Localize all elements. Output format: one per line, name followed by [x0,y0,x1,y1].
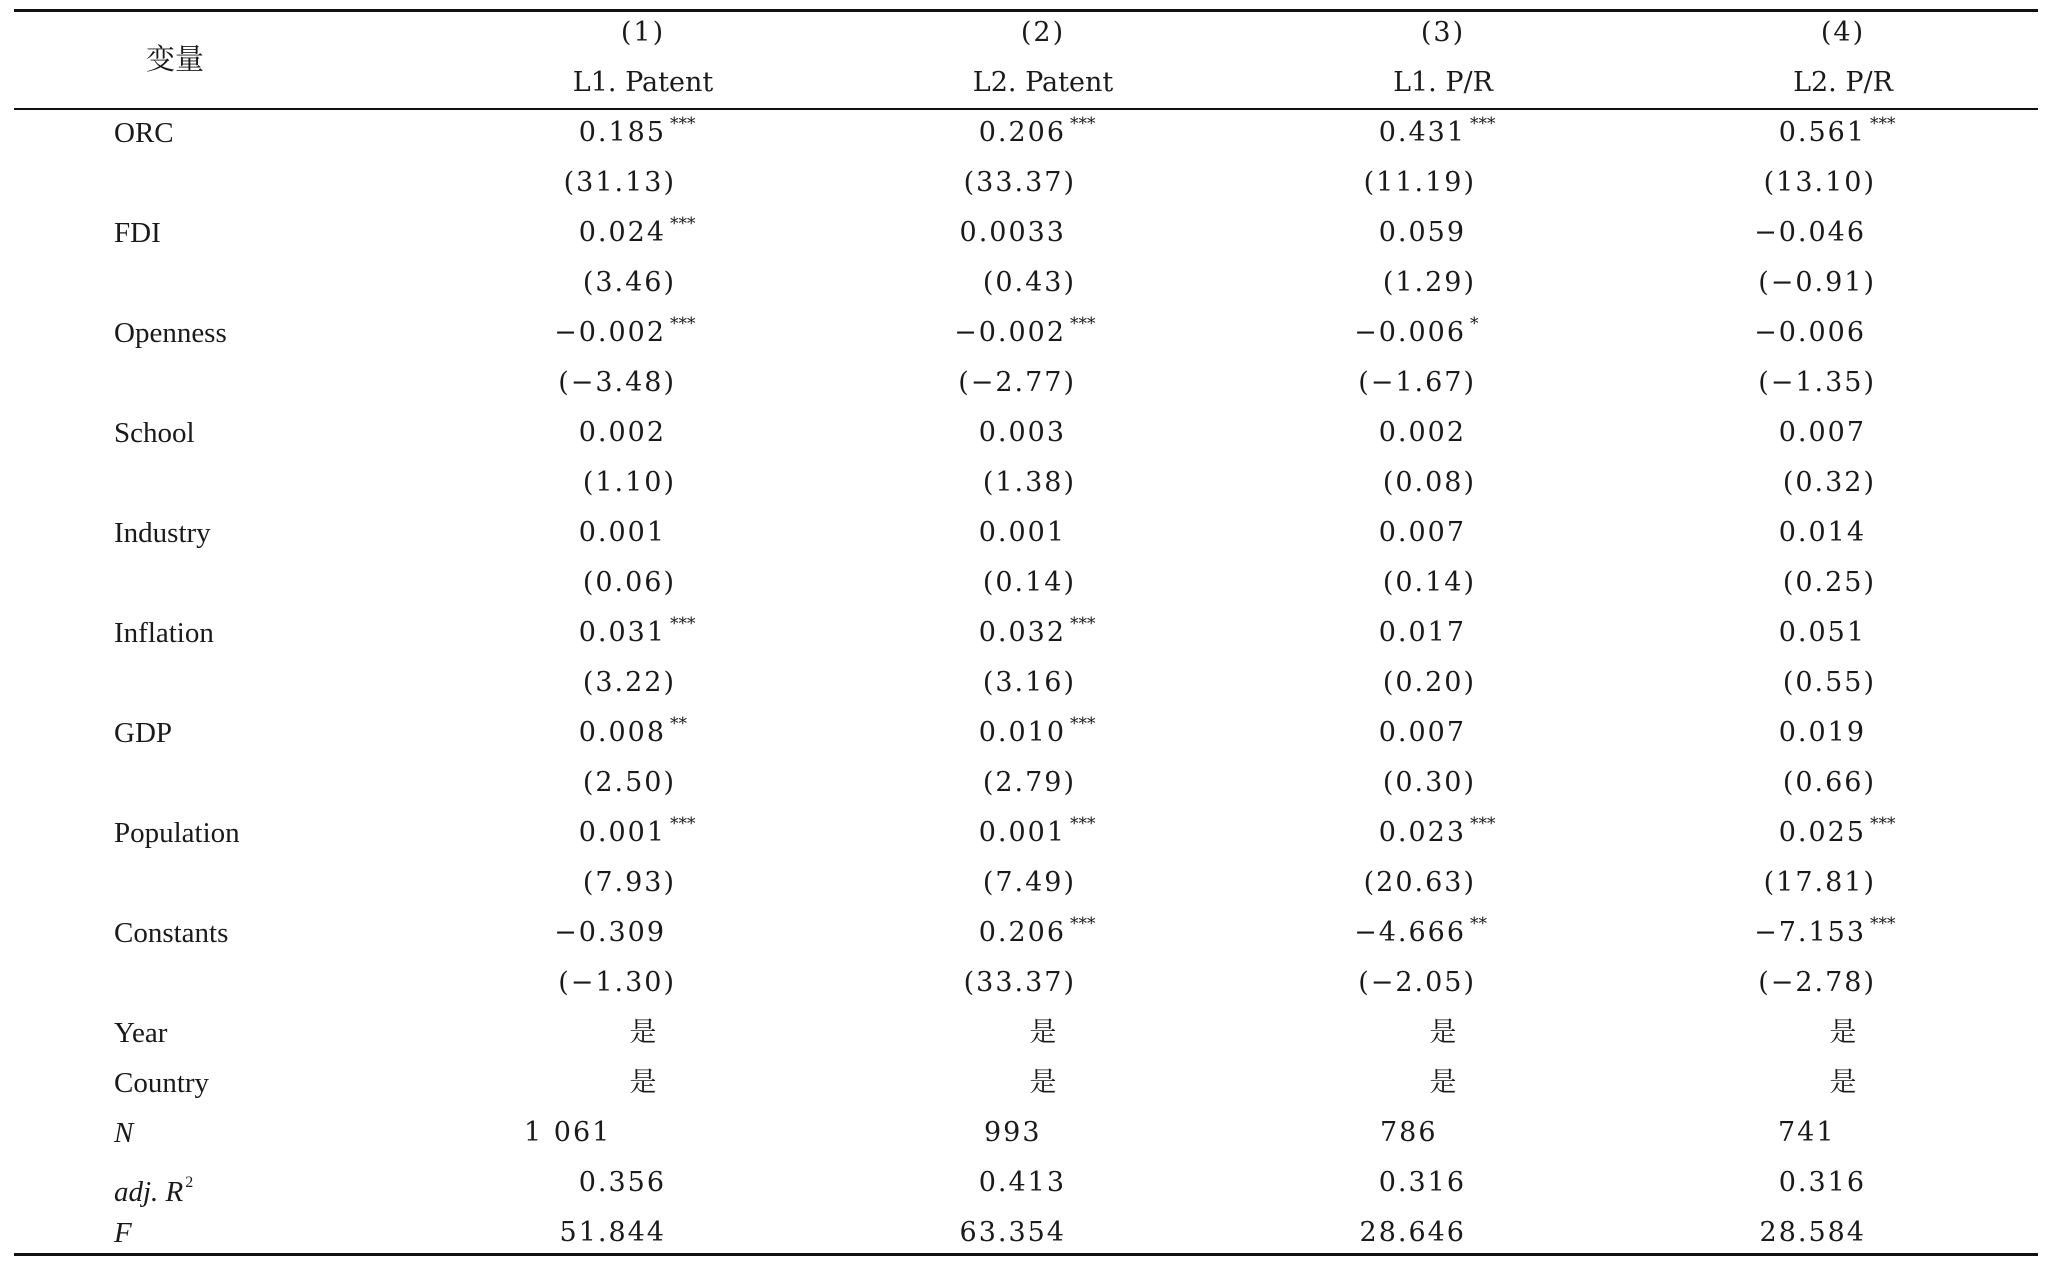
t-statistic: (−2.05) [1358,967,1476,998]
coefficient-cell [578,714,687,750]
coefficient-value: 0.431 [1378,117,1466,148]
t-statistic: (−1.67) [1358,367,1476,398]
significance-stars: * [1470,314,1479,334]
coefficient-cell [978,614,1096,650]
statistic-value: 28.584 [1759,1217,1866,1248]
coefficient-cell [579,516,666,550]
coefficient-value: −0.006 [1754,317,1866,348]
top-rule [14,9,2038,12]
t-statistic: (2.79) [982,767,1076,798]
statistic-label-text: F [114,1217,132,1249]
statistic-value: 0.316 [1378,1167,1466,1198]
significance-stars: *** [670,114,696,134]
statistic-value: 63.354 [959,1217,1066,1248]
coefficient-cell [1379,216,1466,250]
statistic-value: 0.356 [578,1167,666,1198]
significance-stars: *** [670,314,696,334]
t-statistic: (3.22) [582,667,676,698]
coefficient-value: 0.002 [578,417,666,448]
coefficient-value: −7.153 [1754,917,1866,948]
column-name: L1. P/R [1393,67,1493,98]
coefficient-cell [978,714,1096,750]
coefficient-cell [1354,914,1487,950]
statistic-value: 786 [1380,1117,1438,1148]
coefficient-value: −0.002 [554,317,666,348]
t-statistic: (0.43) [982,267,1076,298]
coefficient-value: 0.007 [1378,517,1466,548]
t-statistic: (11.19) [1363,167,1476,198]
significance-stars: *** [1070,714,1096,734]
variable-label: ORC [114,117,174,149]
coefficient-value: 0.561 [1778,117,1866,148]
statistic-label-text: adj. R [114,1176,184,1208]
coefficient-cell [979,416,1066,450]
column-name: L2. P/R [1793,67,1893,98]
coefficient-value: 0.206 [978,117,1066,148]
t-statistic: (7.93) [582,867,676,898]
statistic-label [114,1166,193,1209]
coefficient-cell [1779,716,1866,750]
coefficient-cell [1779,616,1866,650]
t-statistic: (0.14) [1382,567,1476,598]
statistic-label [114,1216,132,1250]
coefficient-cell [979,516,1066,550]
t-statistic: (0.06) [582,567,676,598]
coefficient-value: −0.309 [554,917,666,948]
coefficient-value: −0.006 [1354,317,1466,348]
coefficient-cell [978,814,1096,850]
t-statistic: (0.30) [1382,767,1476,798]
t-statistic: (7.49) [982,867,1076,898]
t-statistic: (0.55) [1782,667,1876,698]
coefficient-cell [978,114,1096,150]
coefficient-cell [1354,314,1479,350]
coefficient-cell [578,214,696,250]
coefficient-value: 0.001 [578,517,666,548]
coefficient-cell [1379,616,1466,650]
variable-label: Constants [114,917,229,949]
t-statistic: (0.32) [1782,467,1876,498]
statistic-value: 993 [984,1117,1042,1148]
variable-label: Openness [114,317,227,349]
significance-stars: *** [1470,114,1496,134]
statistic-value: 0.316 [1778,1167,1866,1198]
t-statistic: (2.50) [582,767,676,798]
significance-stars: *** [1870,114,1896,134]
coefficient-cell [1779,416,1866,450]
significance-stars: *** [1070,914,1096,934]
fixed-effect-value: 是 [1829,1017,1857,1048]
variable-label: Inflation [114,617,214,649]
coefficient-value: 0.0033 [959,217,1066,248]
fixed-effect-value: 是 [1429,1067,1457,1098]
statistic-label-superscript: 2 [185,1174,194,1191]
t-statistic: (−1.30) [558,967,676,998]
coefficient-value: 0.031 [578,617,666,648]
fixed-effect-value: 是 [629,1067,657,1098]
coefficient-cell [579,416,666,450]
significance-stars: *** [670,214,696,234]
variable-label: Industry [114,517,211,549]
coefficient-value: 0.017 [1378,617,1466,648]
coefficient-value: 0.051 [1778,617,1866,648]
coefficient-value: 0.001 [978,817,1066,848]
coefficient-cell [1779,516,1866,550]
t-statistic: (0.14) [982,567,1076,598]
statistic-value: 28.646 [1359,1217,1466,1248]
fixed-effect-label: Country [114,1067,210,1099]
coefficient-cell [554,916,666,950]
coefficient-cell [1754,914,1896,950]
coefficient-cell [1754,216,1866,250]
significance-stars: *** [1070,814,1096,834]
t-statistic: (3.46) [582,267,676,298]
coefficient-cell [578,814,696,850]
statistic-value: 1 061 [524,1117,612,1148]
column-number: (2) [1020,17,1066,48]
t-statistic: (0.25) [1782,567,1876,598]
t-statistic: (13.10) [1763,167,1876,198]
fixed-effect-value: 是 [629,1017,657,1048]
t-statistic: (−3.48) [558,367,676,398]
t-statistic: (−2.77) [958,367,1076,398]
variable-label: Population [114,817,240,849]
t-statistic: (1.29) [1382,267,1476,298]
variable-label: School [114,417,195,449]
coefficient-value: 0.023 [1378,817,1466,848]
coefficient-value: −0.046 [1754,217,1866,248]
fixed-effect-value: 是 [1429,1017,1457,1048]
t-statistic: (20.63) [1363,867,1476,898]
t-statistic: (1.10) [582,467,676,498]
coefficient-value: 0.032 [978,617,1066,648]
coefficient-value: 0.010 [978,717,1066,748]
fixed-effect-value: 是 [1029,1017,1057,1048]
variable-label: GDP [114,717,173,749]
significance-stars: *** [1470,814,1496,834]
coefficient-cell [578,114,696,150]
coefficient-cell [1378,814,1496,850]
coefficient-value: 0.014 [1778,517,1866,548]
coefficient-value: 0.003 [978,417,1066,448]
fixed-effect-value: 是 [1029,1067,1057,1098]
coefficient-value: 0.059 [1378,217,1466,248]
coefficient-cell [978,914,1096,950]
coefficient-cell [1754,316,1866,350]
significance-stars: *** [1070,314,1096,334]
coefficient-cell [1379,516,1466,550]
coefficient-value: 0.001 [978,517,1066,548]
coefficient-cell [954,314,1096,350]
statistic-value: 0.413 [978,1167,1066,1198]
coefficient-cell [578,614,696,650]
t-statistic: (1.38) [982,467,1076,498]
t-statistic: (17.81) [1763,867,1876,898]
fixed-effect-value: 是 [1829,1067,1857,1098]
coefficient-cell [1379,716,1466,750]
t-statistic: (31.13) [563,167,676,198]
statistic-label-text: N [114,1117,134,1149]
t-statistic: (33.37) [963,967,1076,998]
coefficient-cell [1778,814,1896,850]
coefficient-value: −0.002 [954,317,1066,348]
coefficient-value: 0.007 [1778,417,1866,448]
significance-stars: *** [670,814,696,834]
coefficient-value: 0.025 [1778,817,1866,848]
statistic-value: 741 [1778,1117,1836,1148]
column-number: (4) [1820,17,1866,48]
bottom-rule [14,1253,2038,1256]
coefficient-value: 0.007 [1378,717,1466,748]
t-statistic: (3.16) [982,667,1076,698]
coefficient-value: 0.185 [578,117,666,148]
t-statistic: (−1.35) [1758,367,1876,398]
t-statistic: (0.20) [1382,667,1476,698]
coefficient-value: 0.001 [578,817,666,848]
column-number: (1) [620,17,666,48]
coefficient-value: 0.019 [1778,717,1866,748]
significance-stars: *** [1870,814,1896,834]
coefficient-value: 0.002 [1378,417,1466,448]
column-number: (3) [1420,17,1466,48]
coefficient-cell [1378,114,1496,150]
t-statistic: (0.08) [1382,467,1476,498]
fixed-effect-label: Year [114,1017,168,1049]
statistic-value: 51.844 [559,1217,666,1248]
column-name: L1. Patent [572,67,714,98]
coefficient-cell [1778,114,1896,150]
coefficient-value: 0.206 [978,917,1066,948]
header-rule [14,108,2038,110]
t-statistic: (−2.78) [1758,967,1876,998]
coefficient-cell [1379,416,1466,450]
variable-header: 变量 [146,42,205,76]
t-statistic: (0.66) [1782,767,1876,798]
t-statistic: (33.37) [963,167,1076,198]
coefficient-value: 0.008 [578,717,666,748]
significance-stars: ** [670,714,687,734]
coefficient-value: 0.024 [578,217,666,248]
significance-stars: ** [1470,914,1487,934]
t-statistic: (−0.91) [1758,267,1876,298]
significance-stars: *** [1870,914,1896,934]
coefficient-cell [554,314,696,350]
column-name: L2. Patent [972,67,1114,98]
statistic-label [114,1116,133,1150]
significance-stars: *** [670,614,696,634]
coefficient-cell [960,216,1066,250]
significance-stars: *** [1070,114,1096,134]
significance-stars: *** [1070,614,1096,634]
variable-label: FDI [114,217,161,249]
coefficient-value: −4.666 [1354,917,1466,948]
